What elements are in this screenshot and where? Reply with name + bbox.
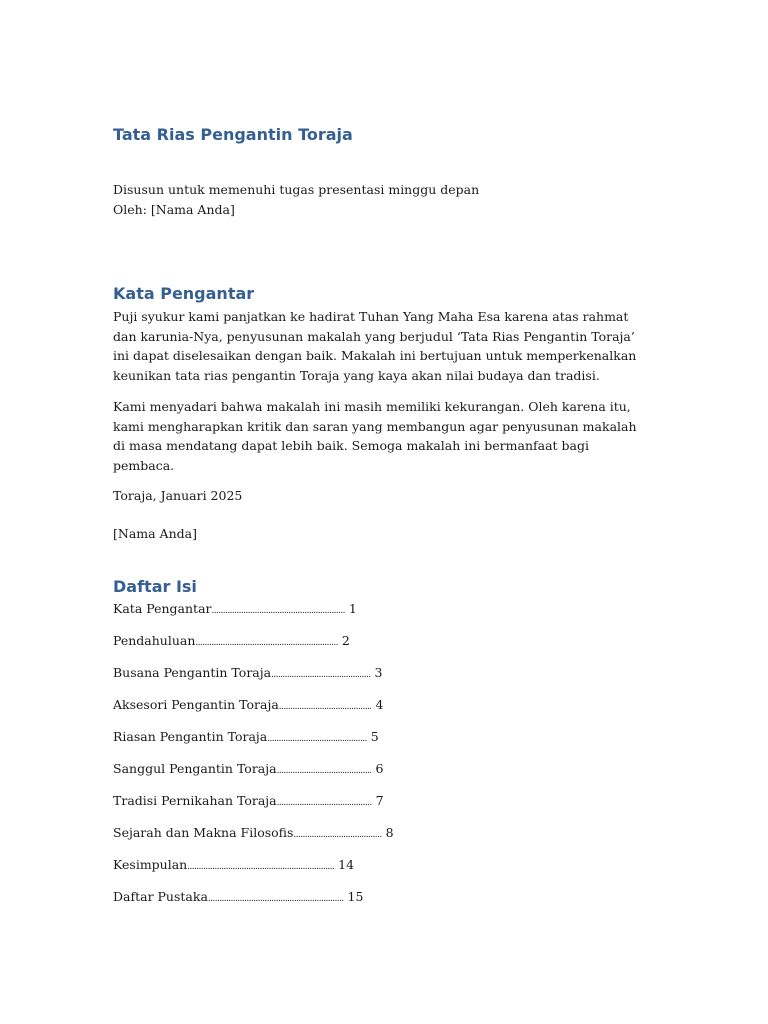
- document-title: Tata Rias Pengantin Toraja: [113, 125, 353, 144]
- daftar-isi-heading: Daftar Isi: [113, 577, 197, 596]
- toc-page-number: 1: [348, 601, 357, 616]
- toc-entry[interactable]: [113, 633, 350, 648]
- toc-label: Kata Pengantar: [113, 601, 212, 616]
- toc-label: Sanggul Pengantin Toraja: [113, 761, 277, 776]
- toc-entry[interactable]: [113, 793, 384, 808]
- toc-leader: ...........................................................: [211, 606, 345, 616]
- toc-page-number: 3: [374, 665, 383, 680]
- toc-page-number: 7: [375, 793, 384, 808]
- toc-entry[interactable]: [113, 601, 357, 616]
- toc-label: Riasan Pengantin Toraja: [113, 729, 268, 744]
- toc-entry[interactable]: [113, 825, 394, 840]
- toc-entry[interactable]: [113, 761, 384, 776]
- toc-entry[interactable]: [113, 665, 383, 680]
- toc-page-number: 6: [375, 761, 384, 776]
- kata-pengantar-paragraph-2: Kami menyadari bahwa makalah ini masih memiliki kekurangan. Oleh karena itu, kami mengharapkan kritik dan saran yang membangun agar penyusunan makalah di masa mendatang dapat lebih baik. Semoga makalah ini bermanfaat bagi pembaca.: [113, 399, 637, 473]
- toc-leader: .........................................: [278, 702, 372, 712]
- toc-leader: ...............................................................: [195, 638, 338, 648]
- kata-pengantar-heading: Kata Pengantar: [113, 284, 255, 303]
- toc-page-number: 15: [347, 889, 364, 904]
- toc-label: Pendahuluan: [113, 633, 196, 648]
- place-date: Toraja, Januari 2025: [113, 488, 243, 503]
- toc-leader: ............................................: [267, 734, 367, 744]
- subtitle-author: Oleh: [Nama Anda]: [113, 202, 235, 217]
- toc-leader: .................................................................: [187, 862, 335, 872]
- toc-page-number: 5: [370, 729, 379, 744]
- toc-label: Busana Pengantin Toraja: [113, 665, 272, 680]
- toc-leader: ..........................................: [276, 798, 372, 808]
- toc-label: Tradisi Pernikahan Toraja: [113, 793, 277, 808]
- toc-page-number: 4: [375, 697, 384, 712]
- toc-leader: ............................................................: [207, 894, 344, 904]
- toc-leader: ............................................: [271, 670, 371, 680]
- toc-entry[interactable]: [113, 697, 383, 712]
- toc-leader: .......................................: [293, 830, 382, 840]
- signature-name: [Nama Anda]: [113, 526, 197, 541]
- toc-entry[interactable]: [113, 857, 354, 872]
- toc-page-number: 2: [341, 633, 350, 648]
- toc-entry[interactable]: [113, 889, 363, 904]
- toc-label: Daftar Pustaka: [113, 889, 208, 904]
- kata-pengantar-paragraph-1: Puji syukur kami panjatkan ke hadirat Tuhan Yang Maha Esa karena atas rahmat dan karunia-Nya, penyusunan makalah yang berjudul ‘Tata Rias Pengantin Toraja’ ini dapat diselesaikan dengan baik. Makalah ini bertujuan untuk memperkenalkan keunikan tata rias pengantin Toraja yang kaya akan nilai budaya dan tradisi.: [113, 309, 637, 383]
- toc-label: Aksesori Pengantin Toraja: [113, 697, 279, 712]
- subtitle-purpose: Disusun untuk memenuhi tugas presentasi minggu depan: [113, 182, 480, 197]
- toc-leader: ..........................................: [276, 766, 372, 776]
- toc-entry[interactable]: [113, 729, 379, 744]
- toc-page-number: 8: [385, 825, 394, 840]
- toc-label: Kesimpulan: [113, 857, 188, 872]
- toc-page-number: 14: [338, 857, 355, 872]
- toc-label: Sejarah dan Makna Filosofis: [113, 825, 294, 840]
